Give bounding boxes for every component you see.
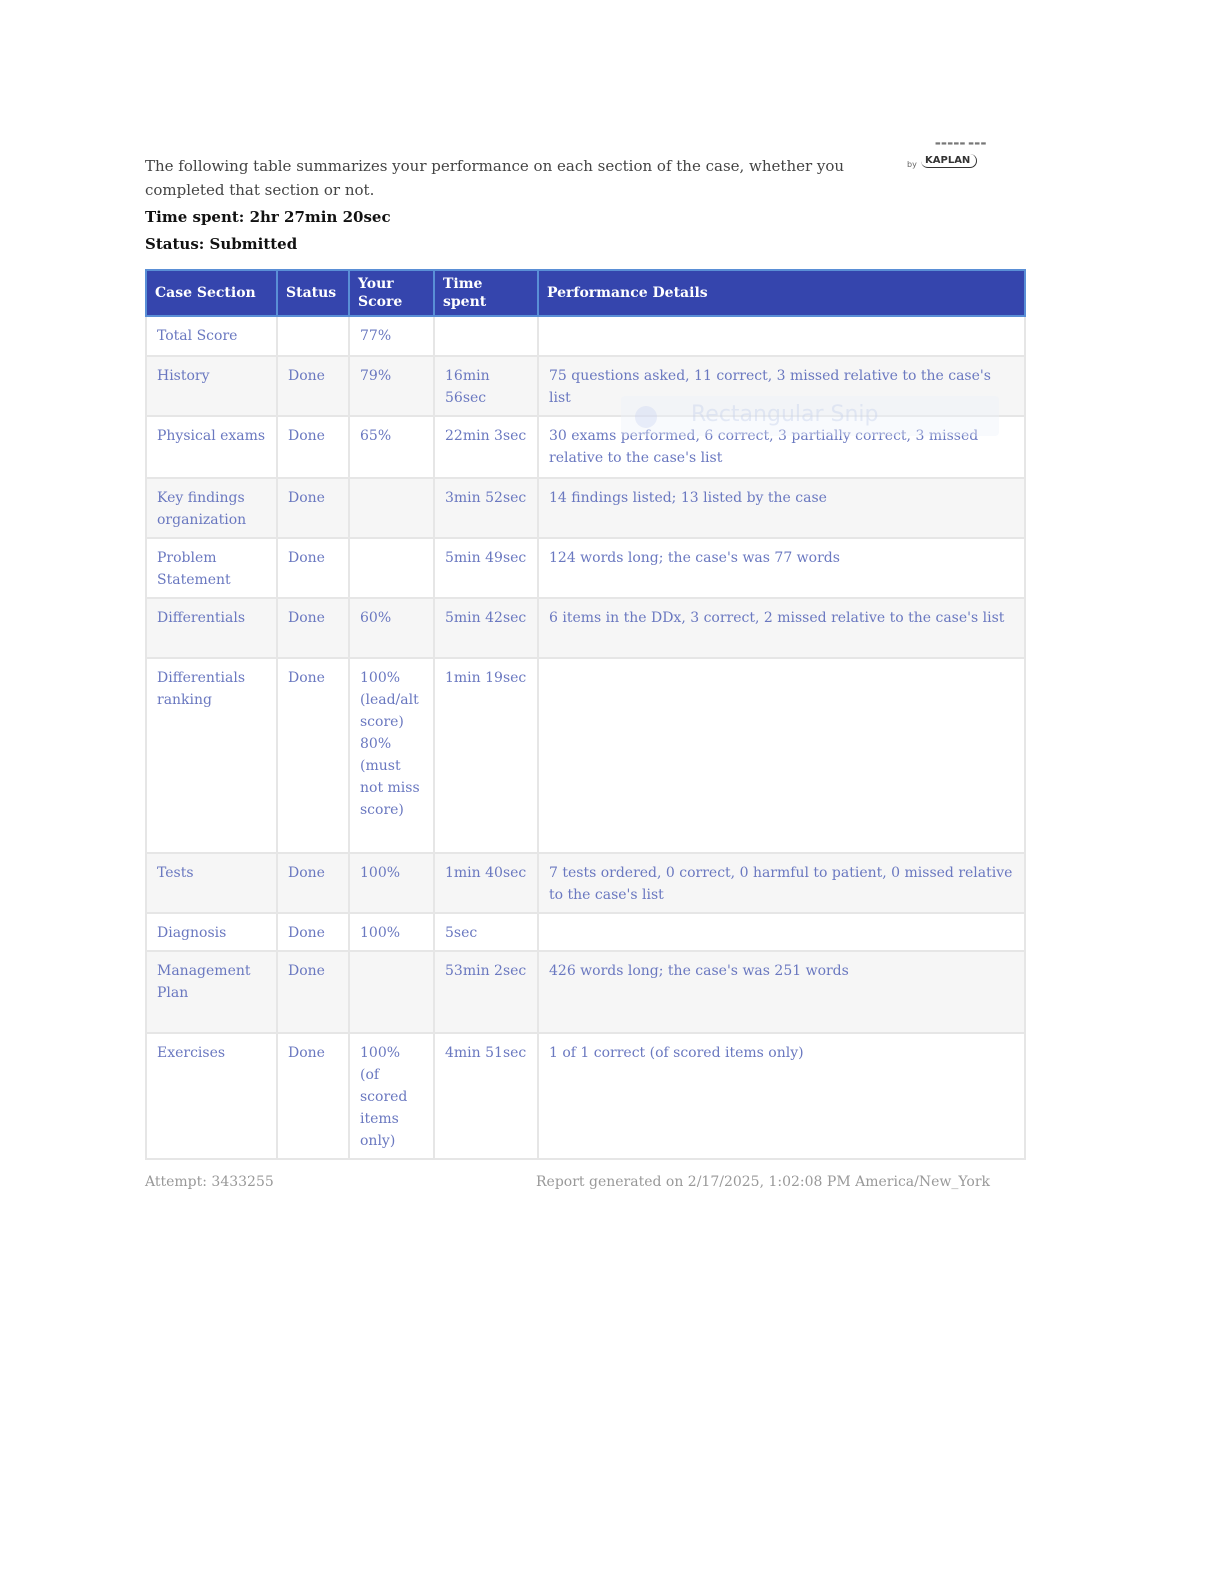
- cell-section: Physical exams: [146, 416, 277, 478]
- table-row: [146, 316, 1025, 356]
- logo-wordmark: KAPLAN: [921, 154, 977, 168]
- cell-time: 5min 42sec: [434, 598, 538, 658]
- cell-section: Management Plan: [146, 951, 277, 1033]
- header-performance-details: Performance Details: [538, 270, 1025, 316]
- cell-details: 14 findings listed; 13 listed by the case: [538, 478, 1025, 538]
- cell-details: 1 of 1 correct (of scored items only): [538, 1033, 1025, 1159]
- cell-time: 1min 40sec: [434, 853, 538, 913]
- header-time-spent: Time spent: [434, 270, 538, 316]
- cell-time: [434, 316, 538, 356]
- cell-time: 4min 51sec: [434, 1033, 538, 1159]
- kaplan-logo: [905, 140, 1015, 185]
- cell-score: 100%: [349, 913, 434, 951]
- table-row: [146, 853, 1025, 913]
- cell-status: Done: [277, 913, 349, 951]
- cell-time: 1min 19sec: [434, 658, 538, 853]
- cell-details: 75 questions asked, 11 correct, 3 missed relative to the case's list: [538, 356, 1025, 416]
- snip-overlay: [621, 396, 999, 436]
- header-case-section: Case Section: [146, 270, 277, 316]
- cell-status: Done: [277, 356, 349, 416]
- table-row: [146, 913, 1025, 951]
- cell-time: 53min 2sec: [434, 951, 538, 1033]
- cell-details: [538, 316, 1025, 356]
- cell-details: [538, 658, 1025, 853]
- cell-details: 124 words long; the case's was 77 words: [538, 538, 1025, 598]
- cell-section: Problem Statement: [146, 538, 277, 598]
- cell-score: [349, 951, 434, 1033]
- cell-score: [349, 538, 434, 598]
- cell-status: Done: [277, 598, 349, 658]
- cell-details: [538, 913, 1025, 951]
- cell-section: Tests: [146, 853, 277, 913]
- cell-details: 6 items in the DDx, 3 correct, 2 missed relative to the case's list: [538, 598, 1025, 658]
- report-generated-timestamp: Report generated on 2/17/2025, 1:02:08 PM America/New_York: [536, 1174, 990, 1190]
- cell-score: 65%: [349, 416, 434, 478]
- table-row: [146, 478, 1025, 538]
- snip-overlay-label: Rectangular Snip: [691, 402, 879, 427]
- header-status: Status: [277, 270, 349, 316]
- cell-status: Done: [277, 853, 349, 913]
- cell-status: Done: [277, 951, 349, 1033]
- intro-text: The following table summarizes your performance on each section of the case, whether you completed that section or not.: [145, 157, 845, 199]
- cell-time: 22min 3sec: [434, 416, 538, 478]
- cell-time: 16min 56sec: [434, 356, 538, 416]
- status-summary: Status: Submitted: [145, 235, 298, 253]
- cell-status: Done: [277, 416, 349, 478]
- table-row: [146, 1033, 1025, 1159]
- cell-section: Exercises: [146, 1033, 277, 1159]
- cell-score: 60%: [349, 598, 434, 658]
- cell-details: 30 exams performed, 6 correct, 3 partially correct, 3 missed relative to the case's list: [538, 416, 1025, 478]
- cell-section: Key findings organization: [146, 478, 277, 538]
- table-header-row: [146, 270, 1025, 316]
- cell-score: 100% (lead/alt score) 80% (must not miss score): [349, 658, 434, 853]
- cell-score: [349, 478, 434, 538]
- table-row: [146, 538, 1025, 598]
- snip-icon: [635, 406, 657, 428]
- cell-section: Differentials: [146, 598, 277, 658]
- table-row: [146, 951, 1025, 1033]
- cell-status: [277, 316, 349, 356]
- cell-score: 77%: [349, 316, 434, 356]
- logo-tagline-line: ▬▬▬▬▬ ▬▬▬: [935, 140, 987, 147]
- cell-time: 5min 49sec: [434, 538, 538, 598]
- logo-by: by: [907, 160, 917, 169]
- cell-section: Total Score: [146, 316, 277, 356]
- attempt-id: Attempt: 3433255: [145, 1174, 274, 1190]
- cell-score: 100% (of scored items only): [349, 1033, 434, 1159]
- cell-time: 5sec: [434, 913, 538, 951]
- cell-score: 100%: [349, 853, 434, 913]
- cell-details: 7 tests ordered, 0 correct, 0 harmful to patient, 0 missed relative to the case's list: [538, 853, 1025, 913]
- cell-time: 3min 52sec: [434, 478, 538, 538]
- time-spent-summary: Time spent: 2hr 27min 20sec: [145, 208, 391, 226]
- cell-section: Differentials ranking: [146, 658, 277, 853]
- header-your-score: Your Score: [349, 270, 434, 316]
- cell-status: Done: [277, 658, 349, 853]
- cell-details: 426 words long; the case's was 251 words: [538, 951, 1025, 1033]
- cell-status: Done: [277, 538, 349, 598]
- cell-section: History: [146, 356, 277, 416]
- cell-score: 79%: [349, 356, 434, 416]
- table-row: [146, 658, 1025, 853]
- cell-section: Diagnosis: [146, 913, 277, 951]
- cell-status: Done: [277, 1033, 349, 1159]
- cell-status: Done: [277, 478, 349, 538]
- table-row: [146, 598, 1025, 658]
